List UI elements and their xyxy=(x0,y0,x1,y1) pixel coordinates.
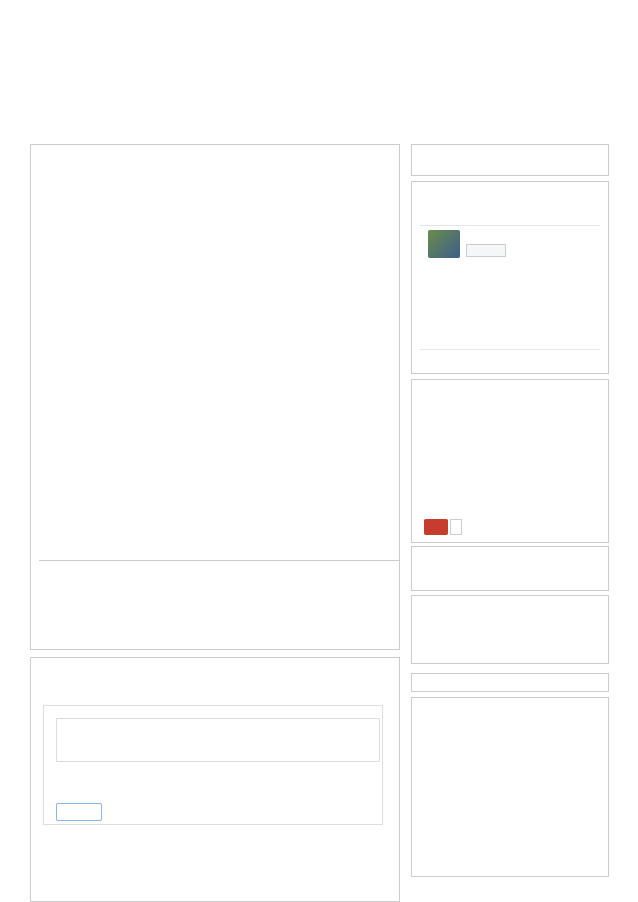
submit-button[interactable] xyxy=(522,648,572,668)
fb-like-button[interactable] xyxy=(466,244,506,257)
facebook-like-box xyxy=(420,208,600,360)
popular-posts-widget xyxy=(411,697,609,877)
labels-widget xyxy=(411,379,609,543)
comment-input[interactable] xyxy=(56,718,380,762)
fb-divider xyxy=(420,225,600,226)
publish-button[interactable] xyxy=(56,803,102,821)
sponsors-widget xyxy=(411,144,609,176)
google-plus-count xyxy=(450,519,462,535)
pages-widget xyxy=(411,546,609,591)
fb-divider-bottom xyxy=(420,349,600,350)
examprep-logo-icon[interactable] xyxy=(428,230,460,258)
google-plus-one-button[interactable] xyxy=(424,519,448,535)
comments-container xyxy=(30,657,400,902)
powered-by-widget xyxy=(411,673,609,692)
post-divider xyxy=(39,560,399,561)
follow-by-email-widget xyxy=(411,595,609,664)
post-container xyxy=(30,144,400,650)
facebook-widget xyxy=(411,181,609,374)
email-input[interactable] xyxy=(418,648,518,668)
comment-form xyxy=(43,705,383,825)
